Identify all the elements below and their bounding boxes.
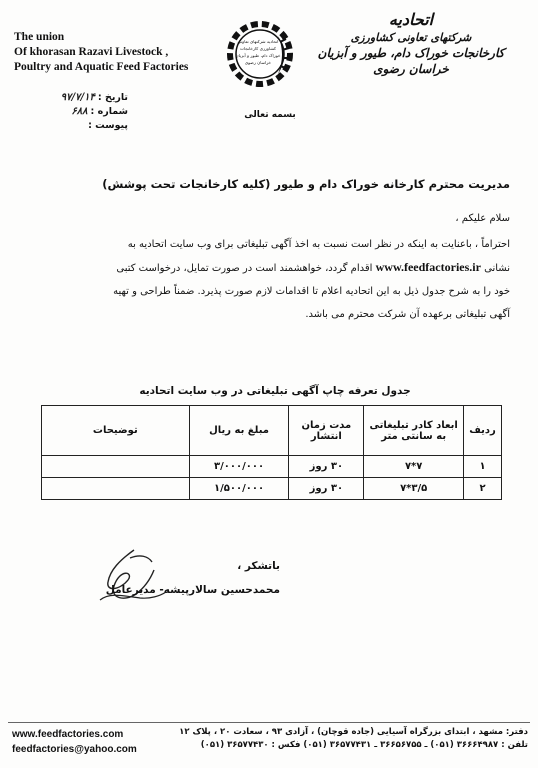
- body-line: احتراماً ، باعنایت به اینکه در نظر است نسبت به اخذ آگهی تبلیغاتی برای وب سایت اتحادیه به: [127, 239, 510, 250]
- union-name-english: [14, 30, 214, 75]
- header-duration: مدت زمان انتشار: [289, 406, 364, 456]
- union-name-persian: [296, 10, 526, 77]
- cell-notes: [42, 478, 190, 500]
- body-line: [40, 256, 510, 280]
- body-text-fragment: اقدام گردد، خواهشمند است در صورت تمایل، درخواست کتبی: [116, 263, 373, 274]
- footer-phones: تلفن : ۳۶۶۶۴۹۸۷ (۰۵۱) ـ ۳۶۶۵۶۷۵۵ ـ ۳۶۵۷۷۴۳۱ (۰۵۱) فکس : ۳۶۵۷۷۴۳۰ (۰۵۱): [200, 740, 528, 750]
- cell-row-no: ۲: [464, 478, 502, 500]
- basmala: بسمه تعالی: [244, 110, 296, 120]
- header-en-line: The union: [14, 31, 65, 43]
- table-title: جدول تعرفه چاپ آگهی تبلیغاتی در وب سایت اتحادیه: [139, 385, 411, 397]
- logo-text: خراسان رضوی: [244, 60, 272, 65]
- cell-dimensions: ۷*۷: [364, 456, 464, 478]
- attachment-row: [8, 120, 128, 134]
- header-en-line: Of khorasan Razavi Livestock ,: [14, 46, 169, 58]
- cell-amount: ۱/۵۰۰/۰۰۰: [189, 478, 289, 500]
- body-text-fragment: نشانی: [484, 263, 510, 274]
- attachment-label: پیوست :: [88, 120, 128, 131]
- ad-rate-table: [41, 405, 502, 500]
- cell-notes: [42, 456, 190, 478]
- date-value: ۹۷/۷/۱۴: [60, 92, 95, 103]
- signature-block: [80, 560, 280, 596]
- footer-email-link[interactable]: feedfactories@yahoo.com: [12, 744, 137, 755]
- date-label: تاریخ :: [97, 92, 128, 103]
- gear-wheat-logo-icon: [220, 16, 300, 92]
- number-label: شماره :: [90, 106, 128, 117]
- header-fa-line: کارخانجات خوراک دام، طیور و آبزیان خراسان رضوی: [317, 46, 505, 76]
- header-fa-line: شرکتهای تعاونی کشاورزی: [350, 31, 472, 44]
- header-dimensions: ابعاد کادر تبلیغاتی به سانتی متر: [364, 406, 464, 456]
- table-header-row: [42, 406, 502, 456]
- cell-dimensions: ۳/۵*۷: [364, 478, 464, 500]
- table-row: [42, 456, 502, 478]
- union-logo: [220, 16, 300, 92]
- footer-website-link[interactable]: www.feedfactories.com: [12, 729, 124, 740]
- logo-text: خوراک دام، طیور و آبزیان: [235, 53, 281, 58]
- website-link[interactable]: www.feedfactories.ir: [375, 260, 481, 274]
- thanks-text: باتشکر ،: [237, 560, 280, 572]
- header-fa-line: اتحادیه: [388, 10, 434, 29]
- header-en-line: Poultry and Aquatic Feed Factories: [14, 61, 189, 73]
- header-amount: مبلغ به ریال: [189, 406, 289, 456]
- cell-amount: ۳/۰۰۰/۰۰۰: [189, 456, 289, 478]
- cell-row-no: ۱: [464, 456, 502, 478]
- body-line: خود را به شرح جدول ذیل به این اتحادیه اعلام تا اقدامات لازم صورت پذیرد. ضمناً طراحی و تهیه: [113, 286, 510, 297]
- date-row: [8, 92, 128, 106]
- footer-contacts-persian: [148, 726, 528, 752]
- footer-divider: [8, 722, 530, 723]
- number-row: [8, 106, 128, 120]
- greeting: سلام علیکم ،: [455, 213, 510, 224]
- body-line: آگهی تبلیغاتی برعهده آن شرکت محترم می باشد.: [305, 309, 510, 320]
- logo-text: اتحادیه شرکتهای تعاونی: [237, 39, 279, 44]
- footer-address: دفتر: مشهد ، ابتدای بزرگراه آسیایی (جاده قوچان) ، آزادی ۹۳ ، سعادت ۲۰ ، پلاک ۱۲: [179, 727, 528, 737]
- recipient-line: مدیریت محترم کارخانه خوراک دام و طیور (کلیه کارخانجات تحت پوشش): [102, 177, 510, 191]
- number-value: ۶۸۸: [71, 106, 88, 117]
- logo-text: کشاورزی کارخانجات: [240, 46, 276, 51]
- table-row: [42, 478, 502, 500]
- cell-duration: ۳۰ روز: [289, 478, 364, 500]
- cell-duration: ۳۰ روز: [289, 456, 364, 478]
- letter-body: [40, 233, 510, 326]
- letter-meta: [8, 92, 128, 134]
- header-notes: توضیحات: [42, 406, 190, 456]
- header-row-no: ردیف: [464, 406, 502, 456]
- signatory-name: محمدحسین سالارپیشه- مدیرعامل: [105, 584, 280, 596]
